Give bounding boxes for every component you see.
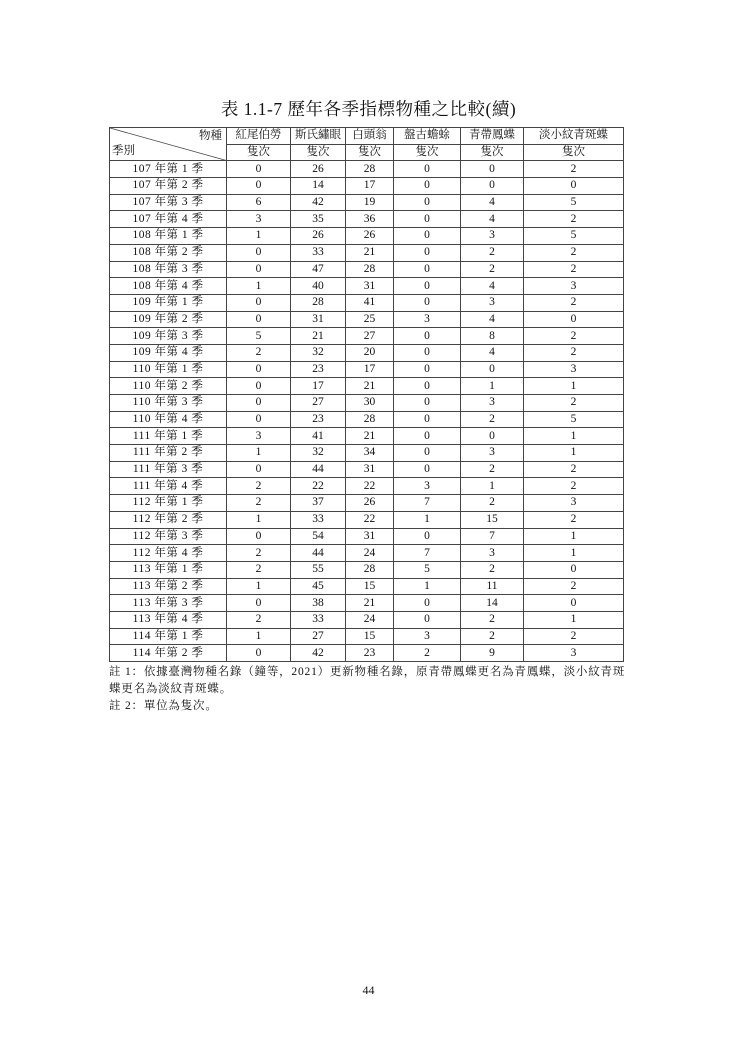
season-cell: 111 年第 4 季 [110,478,227,495]
count-cell: 0 [394,178,461,195]
count-cell: 0 [461,178,524,195]
species-comparison-table [109,127,624,662]
table-row [110,361,624,378]
season-cell: 107 年第 1 季 [110,161,227,178]
count-cell: 5 [227,328,291,345]
table-row [110,328,624,345]
count-cell: 33 [291,611,346,628]
count-cell: 2 [227,344,291,361]
count-cell: 30 [346,395,394,412]
count-cell: 26 [346,228,394,245]
count-cell: 2 [461,244,524,261]
count-cell: 0 [394,445,461,462]
count-cell: 32 [291,344,346,361]
count-cell: 0 [394,378,461,395]
count-cell: 6 [227,194,291,211]
count-cell: 1 [227,228,291,245]
count-cell: 5 [524,228,624,245]
count-cell: 25 [346,311,394,328]
count-cell: 1 [461,478,524,495]
species-header: 淡小紋青斑蝶 [524,128,624,145]
count-cell: 55 [291,561,346,578]
season-cell: 111 年第 1 季 [110,428,227,445]
count-cell: 41 [346,294,394,311]
season-cell: 112 年第 4 季 [110,545,227,562]
count-cell: 0 [227,244,291,261]
unit-header: 隻次 [524,144,624,161]
count-cell: 1 [394,511,461,528]
count-cell: 3 [394,628,461,645]
count-cell: 0 [394,595,461,612]
count-cell: 0 [394,211,461,228]
species-header: 紅尾伯勞 [227,128,291,145]
unit-header: 隻次 [227,144,291,161]
table-row [110,395,624,412]
species-axis-label: 物種 [199,130,222,142]
count-cell: 0 [524,595,624,612]
count-cell: 0 [394,161,461,178]
count-cell: 0 [461,161,524,178]
count-cell: 33 [291,511,346,528]
season-cell: 111 年第 2 季 [110,445,227,462]
count-cell: 3 [524,495,624,512]
table-row [110,411,624,428]
count-cell: 0 [394,411,461,428]
season-cell: 109 年第 3 季 [110,328,227,345]
count-cell: 24 [346,545,394,562]
table-row [110,428,624,445]
count-cell: 4 [461,194,524,211]
count-cell: 9 [461,645,524,662]
count-cell: 40 [291,278,346,295]
table-notes [109,664,629,715]
count-cell: 15 [346,578,394,595]
count-cell: 27 [346,328,394,345]
count-cell: 0 [394,294,461,311]
count-cell: 2 [524,578,624,595]
species-header: 盤古蟾蜍 [394,128,461,145]
season-cell: 113 年第 2 季 [110,578,227,595]
count-cell: 3 [227,428,291,445]
count-cell: 5 [524,411,624,428]
table-row [110,478,624,495]
count-cell: 37 [291,495,346,512]
count-cell: 28 [291,294,346,311]
count-cell: 21 [346,378,394,395]
count-cell: 1 [227,578,291,595]
count-cell: 33 [291,244,346,261]
count-cell: 2 [227,495,291,512]
season-cell: 112 年第 3 季 [110,528,227,545]
count-cell: 31 [291,311,346,328]
count-cell: 0 [394,528,461,545]
count-cell: 0 [394,361,461,378]
count-cell: 20 [346,344,394,361]
count-cell: 0 [227,361,291,378]
count-cell: 1 [394,578,461,595]
count-cell: 2 [461,628,524,645]
count-cell: 23 [291,411,346,428]
count-cell: 0 [227,411,291,428]
season-cell: 108 年第 2 季 [110,244,227,261]
count-cell: 2 [524,328,624,345]
count-cell: 2 [524,628,624,645]
count-cell: 2 [227,478,291,495]
count-cell: 3 [461,545,524,562]
table-row [110,161,624,178]
count-cell: 24 [346,611,394,628]
unit-header: 隻次 [461,144,524,161]
count-cell: 0 [394,428,461,445]
note-1: 註 1：依據臺灣物種名錄（鐘等，2021）更新物種名錄，原青帶鳳蝶更名為青鳳蝶，淡小紋青斑蝶更名為淡紋青斑蝶。 [109,666,626,695]
count-cell: 2 [524,161,624,178]
species-header: 斯氏繡眼 [291,128,346,145]
table-row [110,628,624,645]
season-cell: 114 年第 1 季 [110,628,227,645]
season-cell: 112 年第 1 季 [110,495,227,512]
season-cell: 111 年第 3 季 [110,461,227,478]
count-cell: 1 [227,278,291,295]
count-cell: 21 [346,244,394,261]
count-cell: 28 [346,161,394,178]
count-cell: 3 [461,228,524,245]
count-cell: 2 [524,461,624,478]
table-row [110,495,624,512]
count-cell: 2 [461,461,524,478]
count-cell: 44 [291,545,346,562]
table-row [110,244,624,261]
count-cell: 2 [394,645,461,662]
count-cell: 0 [524,561,624,578]
count-cell: 22 [346,511,394,528]
count-cell: 47 [291,261,346,278]
count-cell: 26 [346,495,394,512]
count-cell: 2 [524,244,624,261]
count-cell: 3 [461,395,524,412]
count-cell: 3 [461,445,524,462]
count-cell: 0 [227,161,291,178]
count-cell: 44 [291,461,346,478]
count-cell: 0 [394,244,461,261]
table-row [110,211,624,228]
count-cell: 2 [461,261,524,278]
count-cell: 1 [524,445,624,462]
count-cell: 1 [227,511,291,528]
count-cell: 4 [461,211,524,228]
header-row-species [110,128,624,145]
count-cell: 0 [227,461,291,478]
count-cell: 2 [461,495,524,512]
season-cell: 109 年第 2 季 [110,311,227,328]
count-cell: 22 [346,478,394,495]
season-cell: 110 年第 1 季 [110,361,227,378]
count-cell: 1 [524,611,624,628]
count-cell: 0 [524,311,624,328]
count-cell: 4 [461,311,524,328]
count-cell: 15 [461,511,524,528]
season-cell: 110 年第 2 季 [110,378,227,395]
count-cell: 23 [291,361,346,378]
count-cell: 0 [524,178,624,195]
table-row [110,278,624,295]
unit-header: 隻次 [346,144,394,161]
season-cell: 107 年第 4 季 [110,211,227,228]
species-header: 白頭翁 [346,128,394,145]
count-cell: 0 [394,611,461,628]
season-cell: 114 年第 2 季 [110,645,227,662]
count-cell: 2 [524,344,624,361]
count-cell: 31 [346,528,394,545]
table-row [110,194,624,211]
diagonal-corner-header [110,128,227,161]
count-cell: 7 [461,528,524,545]
count-cell: 17 [346,361,394,378]
count-cell: 1 [227,628,291,645]
count-cell: 1 [227,445,291,462]
count-cell: 0 [227,261,291,278]
season-cell: 108 年第 3 季 [110,261,227,278]
count-cell: 5 [524,194,624,211]
count-cell: 34 [346,445,394,462]
count-cell: 26 [291,161,346,178]
count-cell: 0 [394,461,461,478]
count-cell: 0 [394,194,461,211]
table-row [110,545,624,562]
count-cell: 1 [524,428,624,445]
count-cell: 3 [524,361,624,378]
species-header: 青帶鳳蝶 [461,128,524,145]
count-cell: 0 [394,395,461,412]
count-cell: 17 [291,378,346,395]
count-cell: 1 [524,545,624,562]
table-row [110,445,624,462]
count-cell: 5 [394,561,461,578]
count-cell: 0 [394,261,461,278]
count-cell: 41 [291,428,346,445]
count-cell: 1 [524,528,624,545]
count-cell: 21 [346,595,394,612]
count-cell: 42 [291,645,346,662]
count-cell: 2 [524,261,624,278]
count-cell: 7 [394,495,461,512]
count-cell: 0 [394,278,461,295]
count-cell: 4 [461,278,524,295]
table-row [110,528,624,545]
count-cell: 21 [291,328,346,345]
count-cell: 3 [227,211,291,228]
table-row [110,228,624,245]
count-cell: 35 [291,211,346,228]
count-cell: 38 [291,595,346,612]
table-row [110,461,624,478]
table-row [110,378,624,395]
count-cell: 23 [346,645,394,662]
count-cell: 2 [524,294,624,311]
table-row [110,561,624,578]
table-row [110,344,624,361]
count-cell: 3 [394,311,461,328]
count-cell: 0 [227,395,291,412]
count-cell: 42 [291,194,346,211]
count-cell: 28 [346,261,394,278]
count-cell: 14 [291,178,346,195]
count-cell: 0 [227,311,291,328]
season-cell: 113 年第 1 季 [110,561,227,578]
count-cell: 36 [346,211,394,228]
count-cell: 54 [291,528,346,545]
count-cell: 0 [394,228,461,245]
count-cell: 1 [524,378,624,395]
table-row [110,178,624,195]
count-cell: 11 [461,578,524,595]
count-cell: 2 [227,611,291,628]
count-cell: 3 [394,478,461,495]
season-cell: 107 年第 3 季 [110,194,227,211]
season-axis-label: 季別 [112,145,135,158]
count-cell: 3 [524,645,624,662]
count-cell: 0 [227,294,291,311]
season-cell: 108 年第 4 季 [110,278,227,295]
count-cell: 0 [227,595,291,612]
count-cell: 0 [461,361,524,378]
count-cell: 0 [227,645,291,662]
season-cell: 110 年第 3 季 [110,395,227,412]
count-cell: 14 [461,595,524,612]
count-cell: 2 [524,478,624,495]
table-row [110,261,624,278]
count-cell: 7 [394,545,461,562]
count-cell: 0 [227,378,291,395]
table-row [110,611,624,628]
table-row [110,595,624,612]
count-cell: 0 [227,528,291,545]
count-cell: 1 [461,378,524,395]
table-row [110,511,624,528]
season-cell: 110 年第 4 季 [110,411,227,428]
note-2: 註 2：單位為隻次。 [109,700,218,712]
count-cell: 2 [461,611,524,628]
count-cell: 3 [461,294,524,311]
unit-header: 隻次 [394,144,461,161]
season-cell: 109 年第 4 季 [110,344,227,361]
count-cell: 4 [461,344,524,361]
count-cell: 28 [346,411,394,428]
count-cell: 2 [227,545,291,562]
count-cell: 19 [346,194,394,211]
table-row [110,294,624,311]
count-cell: 8 [461,328,524,345]
count-cell: 2 [461,561,524,578]
count-cell: 31 [346,278,394,295]
season-cell: 109 年第 1 季 [110,294,227,311]
season-cell: 113 年第 4 季 [110,611,227,628]
count-cell: 2 [524,211,624,228]
season-cell: 108 年第 1 季 [110,228,227,245]
count-cell: 0 [461,428,524,445]
count-cell: 0 [394,328,461,345]
count-cell: 21 [346,428,394,445]
count-cell: 22 [291,478,346,495]
season-cell: 107 年第 2 季 [110,178,227,195]
page-number: 44 [362,983,375,997]
table-row [110,645,624,662]
count-cell: 26 [291,228,346,245]
table-row [110,578,624,595]
count-cell: 0 [227,178,291,195]
count-cell: 2 [524,511,624,528]
table-title: 表 1.1-7 歷年各季指標物種之比較(續) [220,99,517,119]
count-cell: 31 [346,461,394,478]
count-cell: 17 [346,178,394,195]
unit-header: 隻次 [291,144,346,161]
count-cell: 2 [227,561,291,578]
count-cell: 27 [291,395,346,412]
count-cell: 45 [291,578,346,595]
count-cell: 2 [461,411,524,428]
count-cell: 28 [346,561,394,578]
count-cell: 0 [394,344,461,361]
count-cell: 27 [291,628,346,645]
table-row [110,311,624,328]
count-cell: 15 [346,628,394,645]
count-cell: 2 [524,395,624,412]
count-cell: 3 [524,278,624,295]
season-cell: 112 年第 2 季 [110,511,227,528]
season-cell: 113 年第 3 季 [110,595,227,612]
count-cell: 32 [291,445,346,462]
